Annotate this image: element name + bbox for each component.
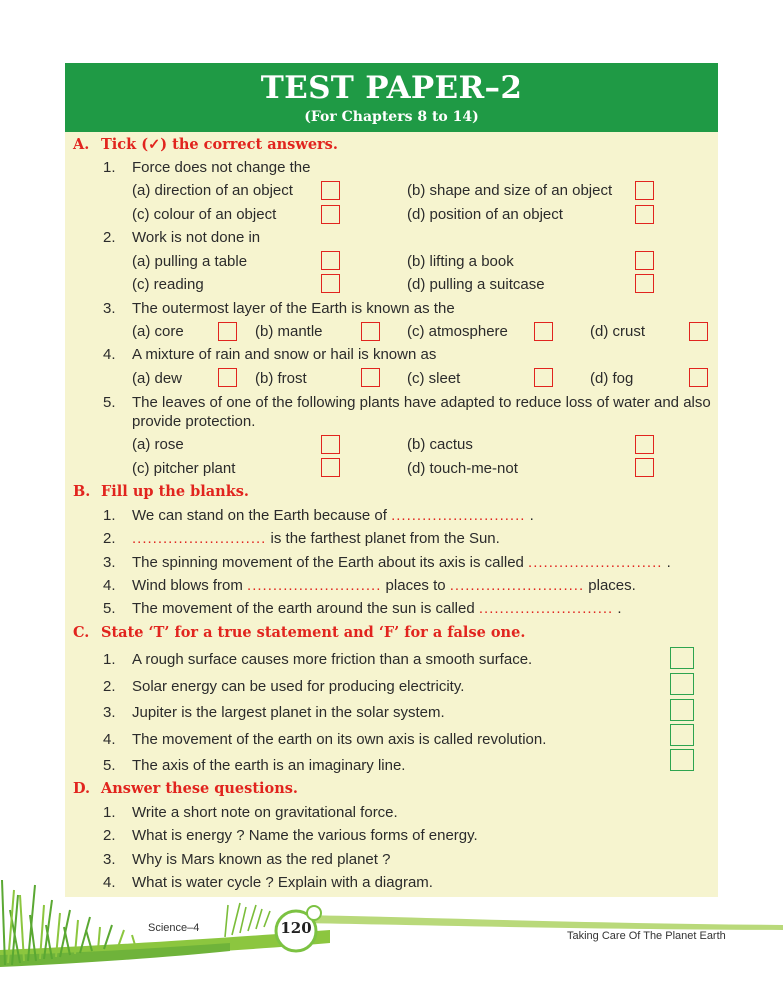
option-label: (d) pulling a suitcase	[407, 276, 545, 293]
option-label: (b) shape and size of an object	[407, 182, 613, 199]
option-label: (c) atmosphere	[407, 323, 508, 340]
statement-text: A rough surface causes more friction than a smooth surface.	[132, 651, 533, 668]
question-number: 2.	[103, 530, 116, 547]
option-label: (c) colour of an object	[132, 206, 277, 223]
tick-box[interactable]	[635, 205, 654, 224]
tick-box[interactable]	[534, 322, 553, 341]
option-label: (d) position of an object	[407, 206, 563, 223]
question-number: 1.	[103, 159, 116, 176]
tick-box[interactable]	[635, 181, 654, 200]
tick-box[interactable]	[689, 368, 708, 387]
question-text: Force does not change the	[132, 159, 311, 176]
question-number: 1.	[103, 804, 116, 821]
section-b-heading: Fill up the blanks.	[101, 483, 249, 500]
true-false-box[interactable]	[670, 673, 694, 695]
tick-box[interactable]	[635, 251, 654, 270]
true-false-box[interactable]	[670, 647, 694, 669]
title-banner	[65, 63, 718, 132]
answer-blank[interactable]: ..........................	[132, 530, 267, 547]
option-label: (d) crust	[590, 323, 646, 340]
sentence-text: Wind blows from	[132, 577, 248, 594]
sentence-text: .	[525, 507, 534, 524]
sentence-text: places to	[381, 577, 450, 594]
question-number: 2.	[103, 678, 116, 695]
option-label: (c) pitcher plant	[132, 460, 236, 477]
question-number: 4.	[103, 731, 116, 748]
question-text: What is water cycle ? Explain with a diagram.	[132, 874, 433, 891]
question-number: 5.	[103, 600, 116, 617]
tick-box[interactable]	[321, 274, 340, 293]
sentence-text: is the farthest planet from the Sun.	[266, 530, 500, 547]
option-label: (b) frost	[255, 370, 307, 387]
question-number: 5.	[103, 757, 116, 774]
statement-text: Jupiter is the largest planet in the solar system.	[132, 704, 445, 721]
question-text-continued: provide protection.	[132, 413, 256, 430]
tick-box[interactable]	[635, 435, 654, 454]
answer-blank[interactable]: ..........................	[247, 577, 382, 594]
question-number: 4.	[103, 874, 116, 891]
fill-blank-line	[132, 577, 636, 594]
fill-blank-line	[132, 554, 671, 571]
tick-box[interactable]	[635, 274, 654, 293]
tick-box[interactable]	[321, 435, 340, 454]
section-b-letter: B.	[73, 483, 91, 500]
question-text: The outermost layer of the Earth is known as the	[132, 300, 455, 317]
option-label: (a) pulling a table	[132, 253, 248, 270]
tick-box[interactable]	[321, 458, 340, 477]
fill-blank-line	[132, 530, 500, 547]
sentence-text: .	[662, 554, 671, 571]
question-text: What is energy ? Name the various forms of energy.	[132, 827, 478, 844]
question-number: 1.	[103, 651, 116, 668]
section-c-letter: C.	[73, 624, 90, 641]
true-false-box[interactable]	[670, 724, 694, 746]
question-number: 3.	[103, 300, 116, 317]
tick-box[interactable]	[361, 322, 380, 341]
statement-text: Solar energy can be used for producing electricity.	[132, 678, 465, 695]
question-number: 3.	[103, 851, 116, 868]
question-number: 4.	[103, 577, 116, 594]
question-number: 5.	[103, 394, 116, 411]
option-label: (c) reading	[132, 276, 204, 293]
option-label: (b) lifting a book	[407, 253, 514, 270]
tick-box[interactable]	[689, 322, 708, 341]
sentence-text: The spinning movement of the Earth about its axis is called	[132, 554, 529, 571]
statement-text: The axis of the earth is an imaginary line.	[132, 757, 406, 774]
tick-box[interactable]	[534, 368, 553, 387]
question-number: 3.	[103, 554, 116, 571]
fill-blank-line	[132, 507, 534, 524]
section-d-heading: Answer these questions.	[101, 780, 298, 797]
sentence-text: The movement of the earth around the sun is called	[132, 600, 479, 617]
question-text: Write a short note on gravitational force.	[132, 804, 398, 821]
tick-box[interactable]	[218, 368, 237, 387]
option-label: (c) sleet	[407, 370, 461, 387]
question-number: 2.	[103, 229, 116, 246]
answer-blank[interactable]: ..........................	[478, 600, 614, 617]
option-label: (d) touch-me-not	[407, 460, 518, 477]
book-name: Science–4	[148, 922, 200, 934]
answer-blank[interactable]: ..........................	[391, 507, 526, 524]
section-a-letter: A.	[73, 136, 90, 153]
question-number: 2.	[103, 827, 116, 844]
sentence-text: places.	[584, 577, 636, 594]
page-title: TEST PAPER–2	[260, 70, 523, 106]
tick-box[interactable]	[321, 251, 340, 270]
sentence-text: We can stand on the Earth because of	[132, 507, 392, 524]
question-text: The leaves of one of the following plants have adapted to reduce loss of water and also	[132, 394, 711, 411]
fill-blank-line	[132, 600, 622, 617]
section-c-heading: State ‘T’ for a true statement and ‘F’ for a false one.	[101, 624, 526, 641]
option-label: (a) dew	[132, 370, 183, 387]
true-false-box[interactable]	[670, 749, 694, 771]
answer-blank[interactable]: ..........................	[449, 577, 585, 594]
tick-box[interactable]	[218, 322, 237, 341]
tick-box[interactable]	[321, 205, 340, 224]
tick-box[interactable]	[361, 368, 380, 387]
page-subtitle: (For Chapters 8 to 14)	[304, 109, 479, 125]
question-text: A mixture of rain and snow or hail is known as	[132, 346, 437, 363]
tick-box[interactable]	[635, 458, 654, 477]
option-label: (d) fog	[590, 370, 634, 387]
question-number: 4.	[103, 346, 116, 363]
true-false-box[interactable]	[670, 699, 694, 721]
option-label: (b) mantle	[255, 323, 323, 340]
option-label: (a) core	[132, 323, 184, 340]
statement-text: The movement of the earth on its own axis is called revolution.	[132, 731, 547, 748]
option-label: (a) rose	[132, 436, 184, 453]
option-label: (a) direction of an object	[132, 182, 293, 199]
question-text: Why is Mars known as the red planet ?	[132, 851, 391, 868]
page-number: 120	[280, 919, 312, 937]
section-a-heading: Tick (✓) the correct answers.	[101, 136, 338, 153]
chapter-name: Taking Care Of The Planet Earth	[567, 930, 726, 942]
question-number: 1.	[103, 507, 116, 524]
tick-box[interactable]	[321, 181, 340, 200]
grass-decoration-icon	[0, 855, 783, 1000]
option-label: (b) cactus	[407, 436, 473, 453]
question-number: 3.	[103, 704, 116, 721]
answer-blank[interactable]: ..........................	[528, 554, 663, 571]
section-d-letter: D.	[73, 780, 91, 797]
sentence-text: .	[613, 600, 622, 617]
question-text: Work is not done in	[132, 229, 261, 246]
